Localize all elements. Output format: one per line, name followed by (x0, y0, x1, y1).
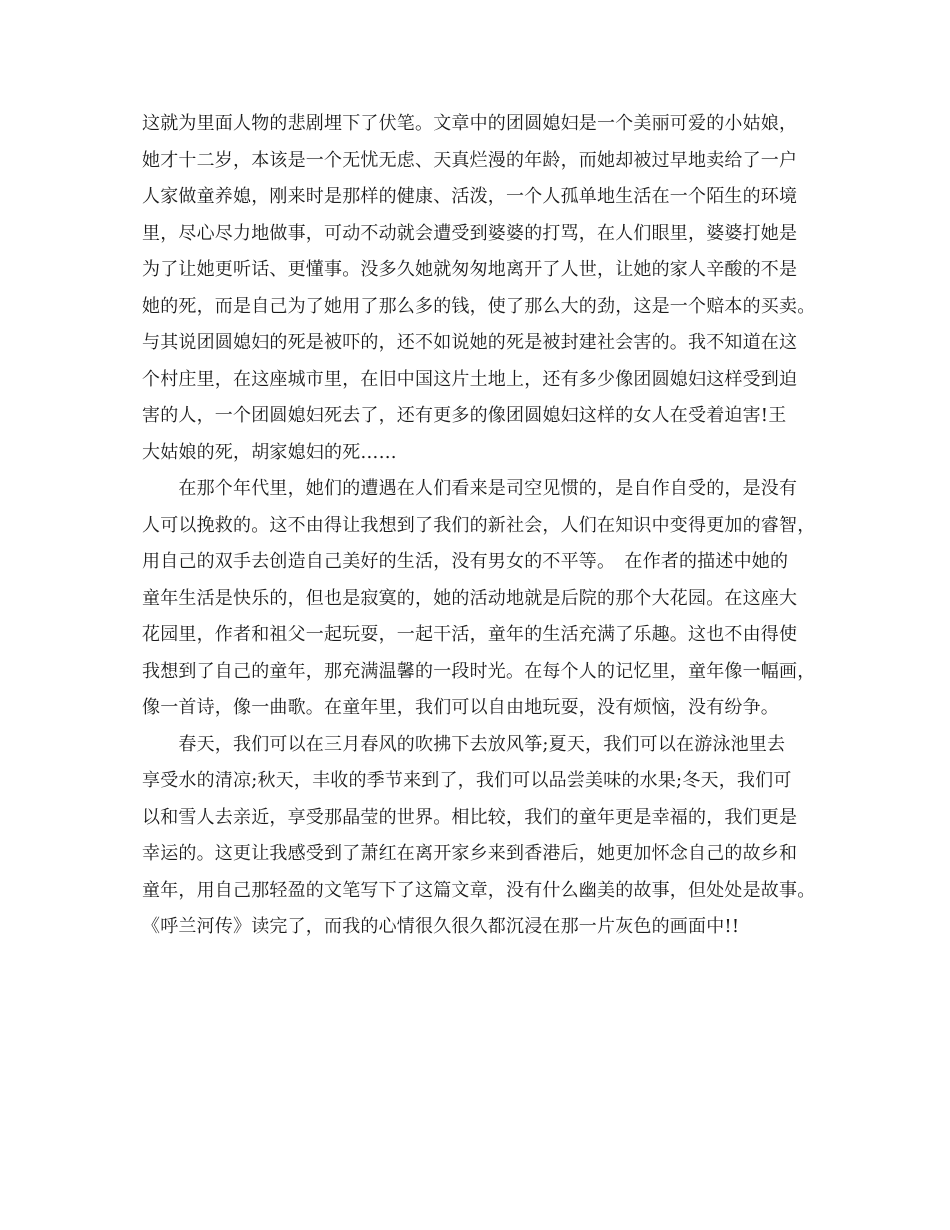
text-line: 大姑娘的死，胡家媳妇的死…… (142, 441, 397, 463)
text-line: 童年，用自己那轻盈的文笔写下了这篇文章，没有什么幽美的故事，但处处是故事。 (142, 879, 816, 901)
body-text (142, 106, 842, 946)
text-line: 她的死，而是自己为了她用了那么多的钱，使了那么大的劲，这是一个赔本的买卖。 (142, 295, 816, 317)
text-line: 在那个年代里，她们的遭遇在人们看来是司空见惯的，是自作自受的，是没有 (142, 478, 798, 499)
text-line: 用自己的双手去创造自己美好的生活，没有男女的不平等。 在作者的描述中她的 (142, 551, 789, 572)
text-line: 这就为里面人物的悲剧埋下了伏笔。文章中的团圆媳妇是一个美丽可爱的小姑娘， (142, 113, 798, 134)
text-line: 幸运的。这更让我感受到了萧红在离开家乡来到香港后，她更加怀念自己的故乡和 (142, 843, 798, 864)
text-line: 个村庄里，在这座城市里，在旧中国这片土地上，还有多少像团圆媳妇这样受到迫 (142, 368, 798, 390)
text-line: 花园里，作者和祖父一起玩耍，一起干活，童年的生活充满了乐趣。这也不由得使 (142, 624, 798, 645)
text-line: 春天，我们可以在三月春风的吹拂下去放风筝;夏天，我们可以在游泳池里去 (142, 733, 786, 755)
text-line: 害的人，一个团圆媳妇死去了，还有更多的像团圆媳妇这样的女人在受着迫害!王 (142, 405, 787, 426)
text-line: 像一首诗，像一曲歌。在童年里，我们可以自由地玩耍，没有烦恼，没有纷争。 (142, 697, 779, 718)
text-line: 以和雪人去亲近，享受那晶莹的世界。相比较，我们的童年更是幸福的，我们更是 (142, 806, 798, 828)
text-line: 《呼兰河传》读完了，而我的心情很久很久都沉浸在那一片灰色的画面中!! (142, 916, 740, 937)
text-line: 童年生活是快乐的，但也是寂寞的，她的活动地就是后院的那个大花园。在这座大 (142, 587, 798, 609)
text-line: 享受水的清凉;秋天，丰收的季节来到了，我们可以品尝美味的水果;冬天，我们可 (142, 770, 792, 791)
text-line: 她才十二岁，本该是一个无忧无虑、天真烂漫的年龄，而她却被过早地卖给了一户 (142, 149, 798, 171)
text-line: 人家做童养媳，刚来时是那样的健康、活泼，一个人孤单地生活在一个陌生的环境 (142, 186, 798, 207)
text-line: 里，尽心尽力地做事，可动不动就会遭受到婆婆的打骂，在人们眼里，婆婆打她是 (142, 222, 798, 244)
text-line: 与其说团圆媳妇的死是被吓的，还不如说她的死是被封建社会害的。我不知道在这 (142, 332, 798, 353)
text-line: 为了让她更听话、更懂事。没多久她就匆匆地离开了人世，让她的家人辛酸的不是 (142, 259, 798, 280)
text-line: 我想到了自己的童年，那充满温馨的一段时光。在每个人的记忆里，童年像一幅画， (142, 660, 816, 682)
text-line: 人可以挽救的。这不由得让我想到了我们的新社会，人们在知识中变得更加的睿智， (142, 514, 816, 536)
